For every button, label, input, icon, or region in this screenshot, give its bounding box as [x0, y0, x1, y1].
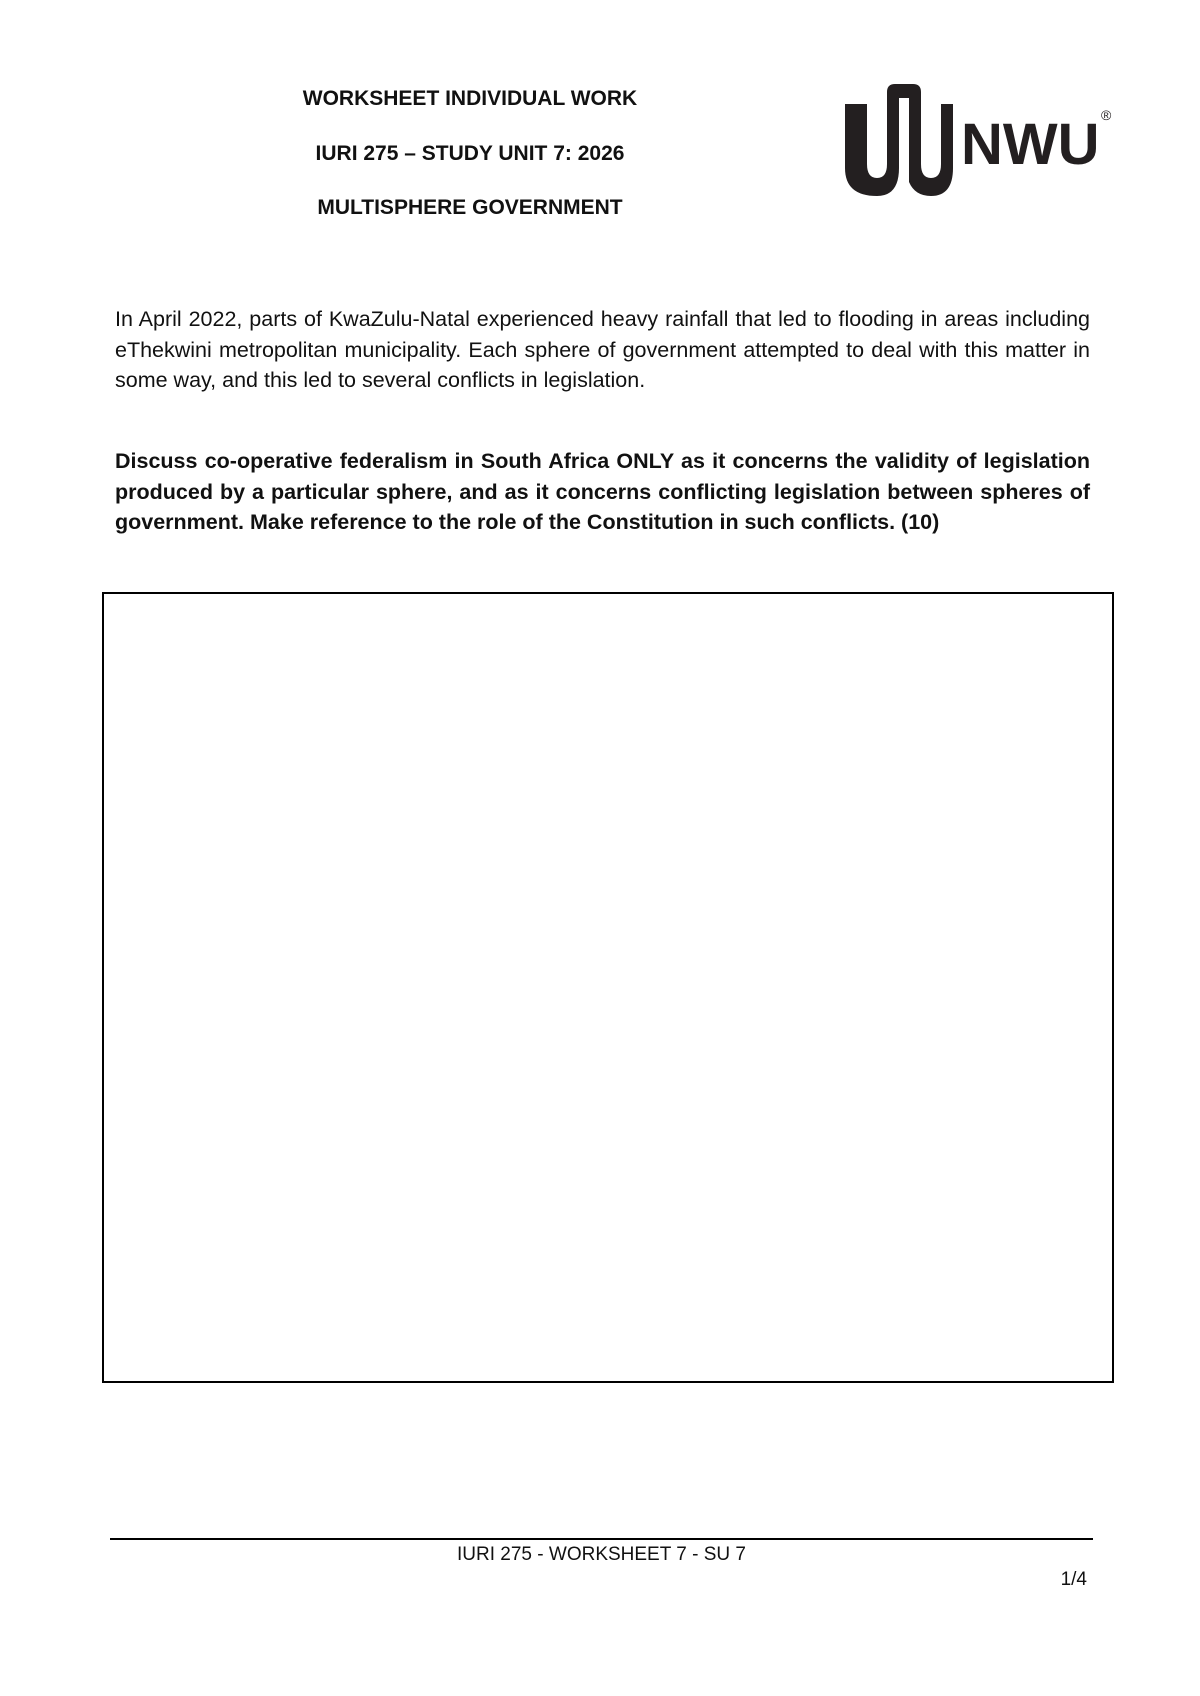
- worksheet-heading: [180, 88, 760, 218]
- nwu-logo-text: NWU: [961, 112, 1100, 177]
- footer-label: IURI 275 - WORKSHEET 7 - SU 7: [457, 1544, 746, 1565]
- nwu-logo: [843, 84, 1123, 196]
- registered-mark: ®: [1101, 107, 1112, 123]
- scenario-paragraph: In April 2022, parts of KwaZulu-Natal experienced heavy rainfall that led to flooding in areas including eThekwini metropolitan municipality. Each sphere of government attempted to deal with this matter in some way, and this led to several conflicts in legislation.: [115, 307, 1090, 392]
- question-prompt: Discuss co-operative federalism in South Africa ONLY as it concerns the validity of legislation produced by a particular sphere, and as it concerns conflicting legislation between spheres of government. Make reference to the role of the Constitution in such conflicts. (10): [115, 449, 1090, 534]
- answer-box[interactable]: [102, 592, 1114, 1383]
- topic-title: MULTISPHERE GOVERNMENT: [317, 196, 623, 219]
- page-number: 1/4: [1060, 1569, 1087, 1590]
- worksheet-title: WORKSHEET INDIVIDUAL WORK: [302, 87, 638, 110]
- course-unit-title: IURI 275 – STUDY UNIT 7: 2026: [315, 142, 625, 165]
- nwu-emblem-icon: [845, 84, 953, 196]
- footer-divider: [110, 1538, 1093, 1540]
